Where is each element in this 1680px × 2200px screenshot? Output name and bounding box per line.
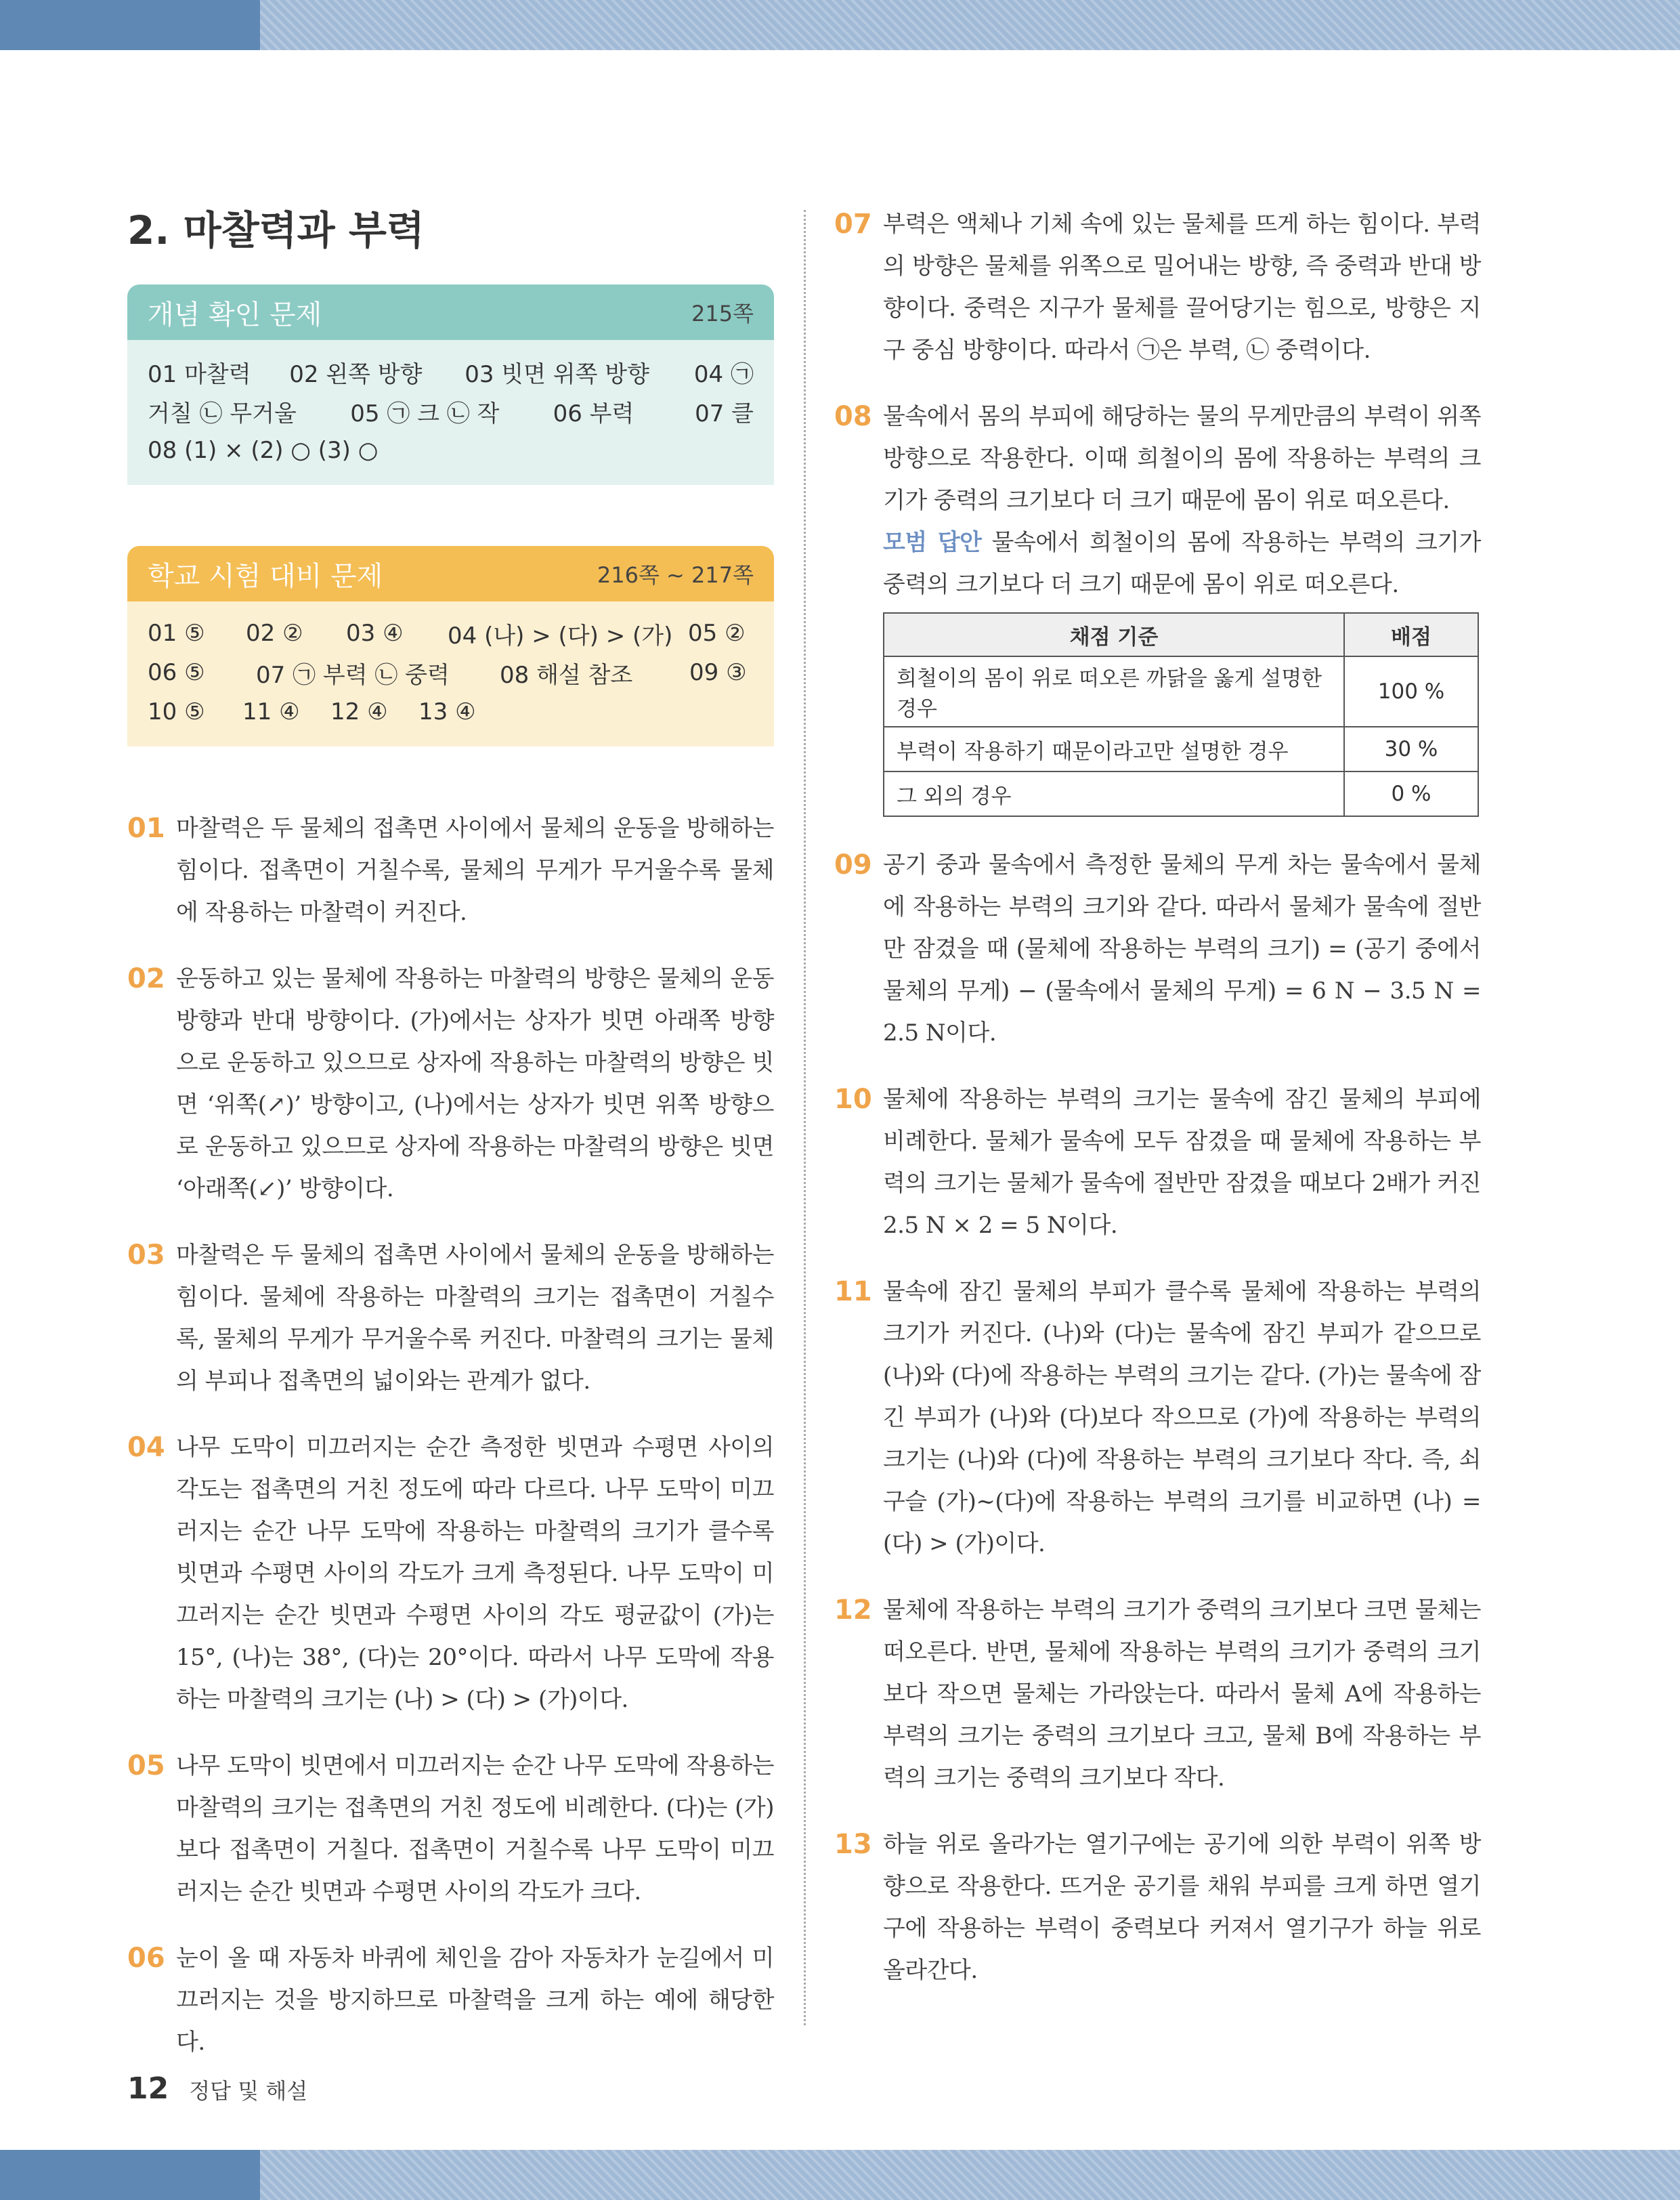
item-number: 04 — [127, 1432, 165, 1463]
concept-check-header — [127, 284, 774, 340]
item-text: 마찰력은 두 물체의 접촉면 사이에서 물체의 운동을 방해하는 힘이다. 접촉면이 거칠수록, 물체의 무게가 무거울수록 물체에 작용하는 마찰력이 커진다. — [176, 815, 774, 926]
top-decor-band — [0, 0, 1680, 50]
answer-item: 01 마찰력 — [148, 360, 251, 388]
explanation-item — [127, 1937, 774, 2063]
item-text: 마찰력은 두 물체의 접촉면 사이에서 물체의 운동을 방해하는 힘이다. 물체에 작용하는 마찰력의 크기는 접촉면이 거칠수록, 물체의 무게가 무거울수록 커진다. 마찰력의 크기는 물체의 부피나 접촉면의 넓이와는 관계가 없다. — [176, 1242, 774, 1395]
scoring-points: 30 % — [1344, 727, 1478, 771]
answer-item: 06 부력 — [553, 400, 634, 427]
scoring-criteria: 그 외의 경우 — [884, 771, 1344, 816]
answer-row — [148, 392, 754, 431]
concept-check-answers — [127, 340, 774, 485]
scoring-row — [884, 727, 1478, 771]
model-answer-text: 물속에서 희철이의 몸에 작용하는 부력의 크기가 중력의 크기보다 더 크기 때문에 몸이 위로 떠오른다. — [883, 529, 1482, 598]
item-text — [883, 396, 1481, 606]
answer-item: 12 ④ — [330, 698, 388, 725]
top-decor-band-accent — [0, 0, 260, 50]
answer-row — [148, 431, 754, 470]
concept-check-title: 개념 확인 문제 — [148, 299, 322, 331]
concept-check-pages: 215쪽 — [691, 301, 754, 326]
item-body: 물속에서 몸의 부피에 해당하는 물의 무게만큼의 부력이 위쪽 방향으로 작용한다. 이때 희철이의 몸에 작용하는 부력의 크기가 중력의 크기보다 더 크기 때문에 몸이 위로 떠오른다. — [883, 403, 1481, 514]
answer-row — [148, 653, 754, 692]
item-number: 06 — [127, 1943, 165, 1974]
item-number: 09 — [834, 849, 872, 881]
explanation-item — [834, 1589, 1481, 1799]
right-column — [834, 203, 1481, 2016]
explanation-item — [834, 844, 1481, 1054]
scoring-criteria: 부력이 작용하기 때문이라고만 설명한 경우 — [884, 727, 1344, 771]
scoring-table — [883, 612, 1479, 817]
scoring-points: 100 % — [1344, 656, 1478, 727]
answer-item: 07 클 — [695, 400, 754, 427]
explanation-item — [834, 203, 1481, 371]
answer-item: 04 (나) > (다) > (가) — [448, 622, 673, 650]
exam-prep-header — [127, 546, 774, 601]
answer-row — [148, 352, 754, 392]
scoring-table-header — [884, 613, 1478, 656]
item-number: 12 — [834, 1594, 872, 1626]
footer-label: 정답 및 해설 — [189, 2078, 308, 2104]
explanation-item — [127, 1745, 774, 1913]
answer-item: 06 ⑤ — [148, 659, 205, 686]
scoring-criteria-header: 채점 기준 — [884, 613, 1344, 656]
answer-item: 07 ㉠ 부력 ㉡ 중력 — [256, 661, 450, 689]
explanation-item — [127, 1234, 774, 1402]
answer-item: 04 ㉠ — [693, 360, 754, 388]
scoring-points: 0 % — [1344, 771, 1478, 816]
item-number: 11 — [834, 1276, 872, 1307]
answer-item: 10 ⑤ — [148, 698, 205, 725]
exam-prep-title: 학교 시험 대비 문제 — [148, 560, 383, 592]
page-footer — [127, 2071, 307, 2106]
scoring-criteria: 희철이의 몸이 위로 떠오른 까닭을 옳게 설명한 경우 — [884, 656, 1344, 727]
item-text: 물속에 잠긴 물체의 부피가 클수록 물체에 작용하는 부력의 크기가 커진다. (나)와 (다)는 물속에 잠긴 부피가 같으므로 (나)와 (다)에 작용하는 부력의 크기는 같다. (가)는 물속에 잠긴 부피가 (나)와 (다)보다 작으므로 (가)에 작용하는 부력의 크기는 (나)와 (다)에 작용하는 부력의 크기보다 작다. 즉, 쇠구슬 (가)~(다)에 작용하는 부력의 크기를 비교하면 (나) = (다) > (가)이다. — [883, 1278, 1481, 1557]
item-number: 08 — [834, 401, 872, 432]
answer-item: 거칠 ㉡ 무거울 — [148, 400, 297, 427]
bottom-decor-band — [0, 2150, 1680, 2200]
model-answer-label: 모범 답안 — [883, 529, 982, 556]
column-divider — [804, 210, 806, 2025]
explanation-item — [834, 1823, 1481, 1991]
exam-prep-answers — [127, 601, 774, 746]
exam-prep-box — [127, 546, 774, 746]
scoring-points-header: 배점 — [1344, 613, 1478, 656]
item-number: 07 — [834, 209, 872, 240]
explanation-item — [127, 1426, 774, 1720]
item-text: 하늘 위로 올라가는 열기구에는 공기에 의한 부력이 위쪽 방향으로 작용한다. 뜨거운 공기를 채워 부피를 크게 하면 열기구에 작용하는 부력이 중력보다 커져서 열기구가 하늘 위로 올라간다. — [883, 1831, 1481, 1984]
answer-item: 11 ④ — [242, 698, 300, 725]
exam-prep-pages: 216쪽 ~ 217쪽 — [597, 562, 754, 588]
scoring-row — [884, 771, 1478, 816]
item-number: 13 — [834, 1829, 872, 1860]
item-number: 05 — [127, 1750, 165, 1781]
answer-item: 03 ④ — [346, 620, 404, 647]
item-text: 운동하고 있는 물체에 작용하는 마찰력의 방향은 물체의 운동 방향과 반대 방향이다. (가)에서는 상자가 빗면 아래쪽 방향으로 운동하고 있으므로 상자에 작용하는 마찰력의 방향은 빗면 ‘위쪽(↗)’ 방향이고, (나)에서는 상자가 빗면 위쪽 방향으로 운동하고 있으므로 상자에 작용하는 마찰력의 방향은 빗면 ‘아래쪽(↙)’ 방향이다. — [176, 965, 774, 1202]
item-text: 물체에 작용하는 부력의 크기는 물속에 잠긴 물체의 부피에 비례한다. 물체가 물속에 모두 잠겼을 때 물체에 작용하는 부력의 크기는 물체가 물속에 절반만 잠겼을 때보다 2배가 커진 2.5 N × 2 = 5 N이다. — [883, 1086, 1481, 1239]
section-title: 2. 마찰력과 부력 — [127, 207, 425, 253]
page-number: 12 — [127, 2071, 169, 2106]
item-number: 01 — [127, 813, 165, 844]
item-text: 공기 중과 물속에서 측정한 물체의 무게 차는 물속에서 물체에 작용하는 부력의 크기와 같다. 따라서 물체가 물속에 절반만 잠겼을 때 (물체에 작용하는 부력의 크기) = (공기 중에서 물체의 무게) − (물속에서 물체의 무게) = 6 N − 3.5 N = 2.5 N이다. — [883, 851, 1481, 1046]
item-text: 나무 도막이 빗면에서 미끄러지는 순간 나무 도막에 작용하는 마찰력의 크기는 접촉면의 거친 정도에 비례한다. (다)는 (가)보다 접촉면이 거칠다. 접촉면이 거칠수록 나무 도막이 미끄러지는 순간 빗면과 수평면 사이의 각도가 크다. — [176, 1752, 774, 1905]
answer-item: 03 빗면 위쪽 방향 — [465, 360, 649, 388]
item-number: 03 — [127, 1240, 165, 1271]
item-text: 물체에 작용하는 부력의 크기가 중력의 크기보다 크면 물체는 떠오른다. 반면, 물체에 작용하는 부력의 크기가 중력의 크기보다 작으면 물체는 가라앉는다. 따라서 물체 A에 작용하는 부력의 크기는 중력의 크기보다 크고, 물체 B에 작용하는 부력의 크기는 중력의 크기보다 작다. — [883, 1596, 1481, 1792]
concept-check-box — [127, 284, 774, 485]
answer-row — [148, 614, 754, 653]
explanation-item — [127, 807, 774, 933]
answer-item: 09 ③ — [689, 659, 747, 686]
answer-item: 13 ④ — [418, 698, 476, 725]
bottom-decor-band-accent — [0, 2150, 260, 2200]
item-text: 부력은 액체나 기체 속에 있는 물체를 뜨게 하는 힘이다. 부력의 방향은 물체를 위쪽으로 밀어내는 방향, 즉 중력과 반대 방향이다. 중력은 지구가 물체를 끌어당기는 힘으로, 방향은 지구 중심 방향이다. 따라서 ㉠은 부력, ㉡ 중력이다. — [883, 211, 1481, 364]
item-text: 나무 도막이 미끄러지는 순간 측정한 빗면과 수평면 사이의 각도는 접촉면의 거친 정도에 따라 다르다. 나무 도막이 미끄러지는 순간 나무 도막에 작용하는 마찰력의 크기가 클수록 빗면과 수평면 사이의 각도가 크게 측정된다. 나무 도막이 미끄러지는 순간 빗면과 수평면 사이의 각도 평균값이 (가)는 15°, (나)는 38°, (다)는 20°이다. 따라서 나무 도막에 작용하는 마찰력의 크기는 (나) > (다) > (가)이다. — [176, 1434, 774, 1713]
answer-row — [148, 692, 754, 732]
left-column — [127, 203, 774, 2088]
answer-item: 05 ② — [688, 620, 746, 647]
explanation-item — [834, 396, 1481, 606]
answer-item: 02 ② — [246, 620, 303, 647]
item-number: 02 — [127, 963, 165, 994]
explanation-item — [834, 1271, 1481, 1565]
item-number: 10 — [834, 1084, 872, 1115]
scoring-row — [884, 656, 1478, 727]
explanation-item — [834, 1078, 1481, 1246]
explanation-item — [127, 958, 774, 1210]
answer-item: 02 왼쪽 방향 — [289, 360, 423, 388]
answer-item: 08 (1) × (2) ○ (3) ○ — [148, 437, 379, 464]
answer-item: 05 ㉠ 크 ㉡ 작 — [350, 400, 500, 427]
answer-item: 01 ⑤ — [148, 620, 205, 647]
item-text: 눈이 올 때 자동차 바퀴에 체인을 감아 자동차가 눈길에서 미끄러지는 것을 방지하므로 마찰력을 크게 하는 예에 해당한다. — [176, 1945, 774, 2056]
answer-item: 08 해설 참조 — [500, 661, 633, 689]
